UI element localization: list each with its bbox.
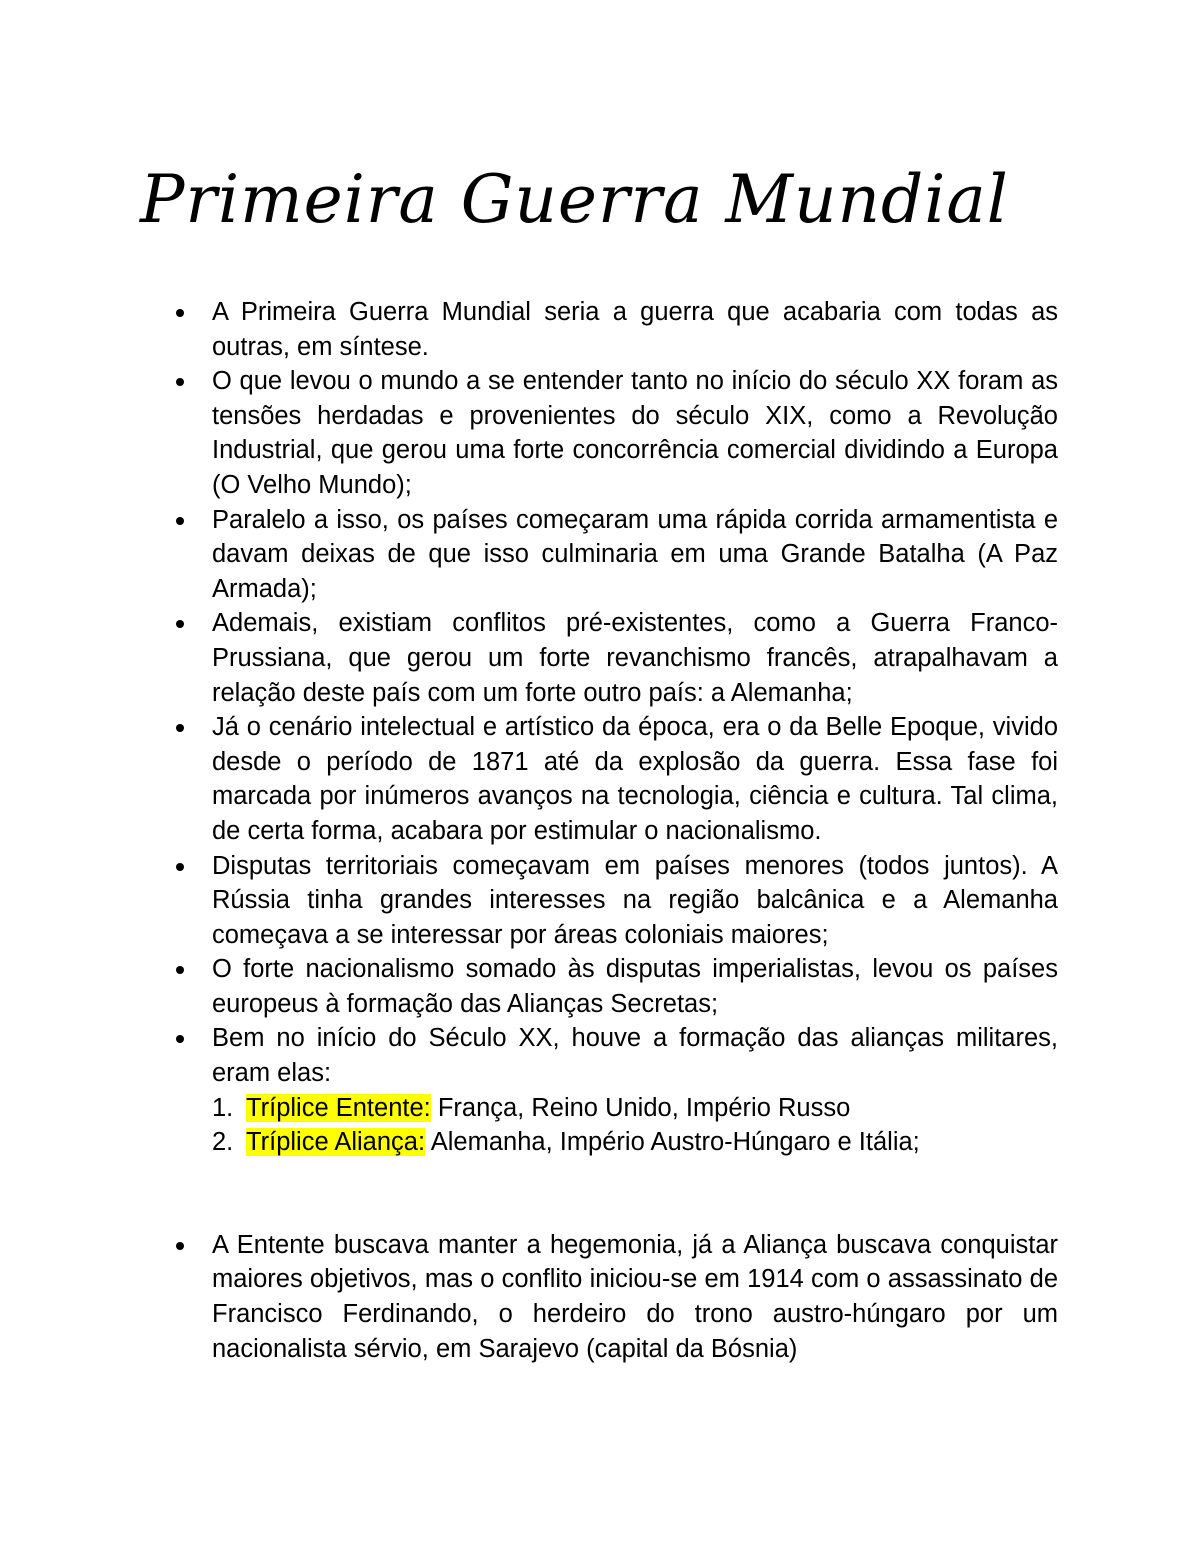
page-title: Primeira Guerra Mundial xyxy=(140,161,1009,238)
alliance-item xyxy=(212,1125,1058,1160)
bullet-dot-icon xyxy=(176,966,184,974)
bullet-text: A Entente buscava manter a hegemonia, já a Aliança buscava conquistar maiores objetivos, mas o conflito iniciou-se em 1914 com o assassinato de Francisco Ferdinando, o herdeiro do trono austro-húngaro por um nacionalista sérvio, em Sarajevo (capital da Bósnia) xyxy=(212,1230,1058,1363)
alliance-name-highlight: Tríplice Aliança: xyxy=(246,1128,426,1157)
bullet-item xyxy=(212,295,1058,364)
bullet-text: Já o cenário intelectual e artístico da época, era o da Belle Epoque, vivido desde o período de 1871 até da explosão da guerra. Essa fase foi marcada por inúmeros avanços na tecnologia, ciência e cultura. Tal clima, de certa forma, acabara por estimular o nacionalismo. xyxy=(212,713,1058,845)
bullet-list xyxy=(212,295,1058,1366)
document-body xyxy=(212,295,1058,1366)
bullet-item xyxy=(212,364,1058,502)
alliance-item xyxy=(212,1091,1058,1126)
bullet-item xyxy=(212,1228,1058,1366)
bullet-item xyxy=(212,849,1058,953)
alliances-list xyxy=(212,1091,1058,1160)
bullet-dot-icon xyxy=(176,309,184,317)
bullet-item xyxy=(212,606,1058,710)
bullet-item xyxy=(212,710,1058,848)
bullet-text: O que levou o mundo a se entender tanto no início do século XX foram as tensões herdadas e provenientes do século XIX, como a Revolução Industrial, que gerou uma forte concorrência comercial dividindo a Europa (O Velho Mundo); xyxy=(212,367,1058,499)
bullet-text: A Primeira Guerra Mundial seria a guerra que acabaria com todas as outras, em síntese. xyxy=(212,298,1058,361)
bullet-dot-icon xyxy=(176,724,184,732)
bullet-text: Ademais, existiam conflitos pré-existentes, como a Guerra Franco-Prussiana, que gerou um forte revanchismo francês, atrapalhavam a relação deste país com um forte outro país: a Alemanha; xyxy=(212,609,1058,707)
alliance-members: Alemanha, Império Austro-Húngaro e Itália; xyxy=(425,1128,920,1157)
bullet-text: Paralelo a isso, os países começaram uma rápida corrida armamentista e davam deixas de que isso culminaria em uma Grande Batalha (A Paz Armada); xyxy=(212,505,1058,603)
alliance-number: 2. xyxy=(212,1128,234,1157)
bullet-text: O forte nacionalismo somado às disputas imperialistas, levou os países europeus à formação das Alianças Secretas; xyxy=(212,955,1058,1018)
bullet-item xyxy=(212,952,1058,1021)
bullet-dot-icon xyxy=(176,1242,184,1250)
bullet-dot-icon xyxy=(176,620,184,628)
bullet-text: Disputas territoriais começavam em países menores (todos juntos). A Rússia tinha grandes interesses na região balcânica e a Alemanha começava a se interessar por áreas coloniais maiores; xyxy=(212,851,1058,949)
alliance-members: França, Reino Unido, Império Russo xyxy=(430,1093,851,1122)
bullet-dot-icon xyxy=(176,863,184,871)
bullet-text: Bem no início do Século XX, houve a formação das alianças militares, eram elas: xyxy=(212,1024,1058,1088)
bullet-dot-icon xyxy=(176,1035,184,1043)
bullet-dot-icon xyxy=(176,517,184,525)
bullet-dot-icon xyxy=(176,378,184,386)
alliance-name-highlight: Tríplice Entente: xyxy=(246,1093,431,1122)
bullet-item xyxy=(212,1021,1058,1159)
alliance-number: 1. xyxy=(212,1093,234,1122)
bullet-item xyxy=(212,503,1058,607)
